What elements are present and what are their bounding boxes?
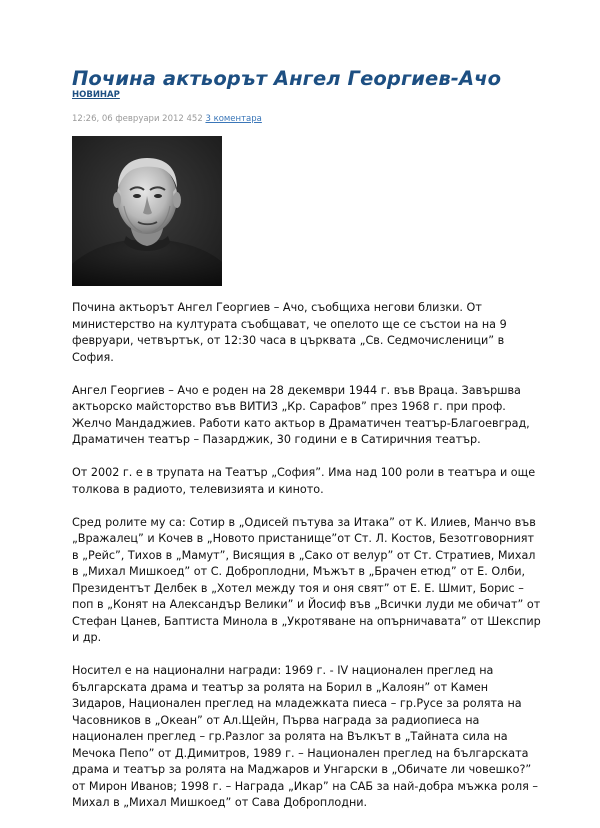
view-count: 452 <box>186 114 203 124</box>
paragraph: Сред ролите му са: Сотир в „Одисей пътува за Итака” от К. Илиев, Манчо във „Вражалец” и Кочев в „Новото пристанище”от Ст. Л. Костов, Безотговорният в „Рейс”, Тихов в „Мамут”, Висящия в „Сако от велур” от Ст. Стратиев, Михал в „Михал Мишкоед” от С. Доброплодни, Мъжът в „Брачен етюд” от Е. Олби, Президентът Делбек в „Хотел между тоя и оня свят” от Е. Е. Шмит, Борис – поп в „Конят на Александър Велики” и Йосиф във „Всички луди ме обичат” от Стефан Цанев, Баптиста Минола в „Укротяване на опърничавата” от Шекспир и др. <box>72 515 541 644</box>
article-body <box>72 300 542 812</box>
category-link[interactable]: НОВИНАР <box>72 90 120 100</box>
paragraph: Почина актьорът Ангел Георгиев – Ачо, съобщиха негови близки. От министерство на културата съобщават, че опелото ще се състои на на 9 февруари, четвъртък, от 12:30 часа в църквата „Св. Седмочисленици” в София. <box>72 301 507 364</box>
article-meta <box>72 114 542 125</box>
paragraph: От 2002 г. е в трупата на Театър „София”. Има над 100 роли в театъра и още толкова в радиото, телевизията и киното. <box>72 466 536 496</box>
publish-datetime: 12:26, 06 февруари 2012 <box>72 114 184 124</box>
paragraph: Носител е на национални награди: 1969 г. - IV национален преглед на българската драма и театър за ролята на Борил в „Калоян” от Камен Зидаров, Национален преглед на младежката пиеса – гр.Русе за ролята на Часовников в „Океан” от Ал.Щейн, Първа награда за радиопиеса на национален преглед – гр.Разлог за ролята на Вълкът в „Тайната сила на Мечока Пепо” от Д.Димитров, 1989 г. – Национален преглед на българската драма и театър за ролята на Маджаров и Унгарски в „Обичате ли човешко?” от Мирон Иванов; 1998 г. – Награда „Икар” на САБ за най-добра мъжка роля – Михал в „Михал Мишкоед” от Сава Доброплодни. <box>72 664 539 809</box>
article <box>72 68 542 828</box>
paragraph: Ангел Георгиев – Ачо е роден на 28 декември 1944 г. във Враца. Завършва актьорско майсторство във ВИТИЗ „Кр. Сарафов” през 1968 г. при проф. Желчо Мандаджиев. Работи като актьор в Драматичен театър-Благоевград, Драматичен театър – Пазарджик, 30 години е в Сатиричния театър. <box>72 383 530 446</box>
article-title: Почина актьорът Ангел Георгиев-Ачо <box>72 67 502 90</box>
comments-link[interactable]: 3 коментара <box>205 114 262 124</box>
article-photo <box>72 136 222 286</box>
